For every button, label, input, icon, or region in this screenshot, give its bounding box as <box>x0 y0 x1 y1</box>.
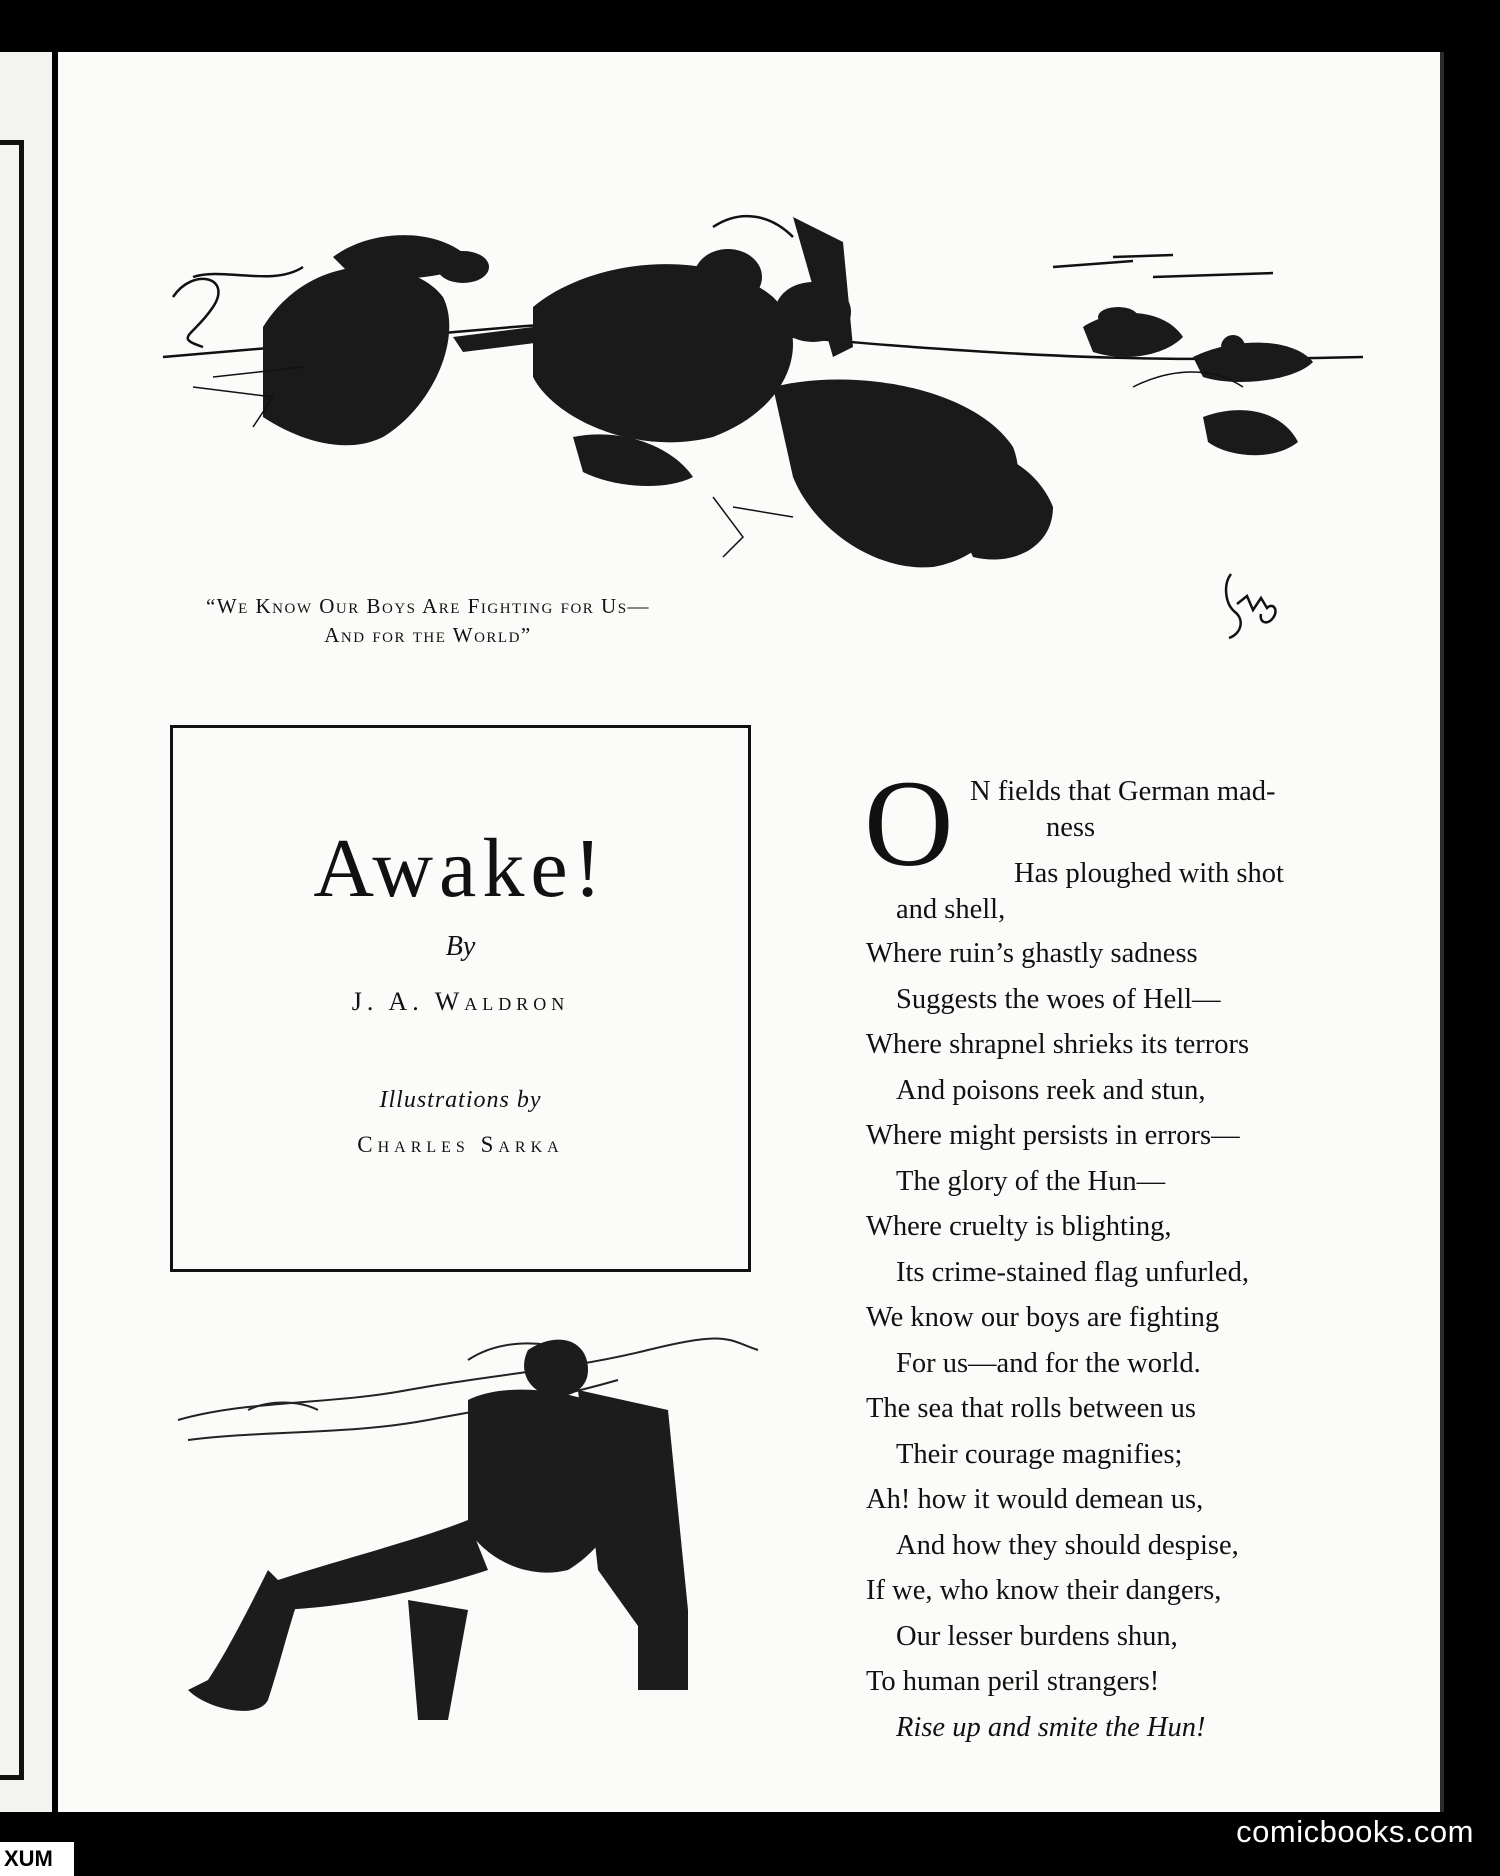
byline-label: By <box>445 931 476 962</box>
poem-line-1: N fields that German mad- <box>970 776 1276 807</box>
poem-line-2-cont: and shell, <box>896 894 1006 925</box>
illustration-caption <box>198 592 658 650</box>
poem-line: Where cruelty is blighting, <box>866 1211 1172 1242</box>
poem-line: The sea that rolls between us <box>866 1393 1197 1424</box>
poem-line: And how they should despise, <box>896 1529 1239 1561</box>
artist-signature <box>1213 564 1283 644</box>
poem-line: Its crime-stained flag unfurled, <box>896 1256 1249 1288</box>
caption-line-1: “We Know Our Boys Are Fighting for Us— <box>205 594 651 618</box>
caption-line-2: And for the World” <box>324 623 532 647</box>
left-page-frame <box>0 140 24 1780</box>
poem-line-1-cont: ness <box>1046 812 1096 843</box>
poem-line: Our lesser burdens shun, <box>896 1620 1178 1652</box>
poem-line: For us—and for the world. <box>896 1347 1201 1379</box>
poem-line: To human peril strangers! <box>866 1666 1160 1697</box>
poem-line: The glory of the Hun— <box>896 1165 1166 1197</box>
title-box <box>170 725 751 1272</box>
watermark: comicbooks.com <box>1236 1814 1474 1849</box>
poem-line: Where shrapnel shrieks its terrors <box>866 1029 1250 1060</box>
poem-line: Ah! how it would demean us, <box>866 1484 1204 1515</box>
poem-line: Where might persists in errors— <box>866 1120 1240 1151</box>
drop-cap: O <box>864 755 954 892</box>
poem-line-2: Has ploughed with shot <box>1014 858 1284 889</box>
magazine-page <box>58 52 1444 1812</box>
illustrator-name: Charles Sarka <box>357 1132 564 1157</box>
reclining-man-illustration <box>168 1310 768 1750</box>
poem-line: Where ruin’s ghastly sadness <box>866 938 1198 969</box>
poem-line: We know our boys are fighting <box>866 1302 1220 1333</box>
author-name: J. A. Waldron <box>351 987 570 1016</box>
poem-line: If we, who know their dangers, <box>866 1575 1222 1606</box>
poem-line: Rise up and smite the Hun! <box>896 1711 1206 1743</box>
poem-title: Awake! <box>313 822 608 915</box>
battle-illustration <box>153 187 1383 587</box>
illustrations-label: Illustrations by <box>379 1087 542 1113</box>
poem-line: Suggests the woes of Hell— <box>896 983 1221 1015</box>
poem-line: And poisons reek and stun, <box>896 1074 1206 1106</box>
poem-line: Their courage magnifies; <box>896 1438 1183 1470</box>
corner-tag: XUM <box>0 1842 74 1876</box>
